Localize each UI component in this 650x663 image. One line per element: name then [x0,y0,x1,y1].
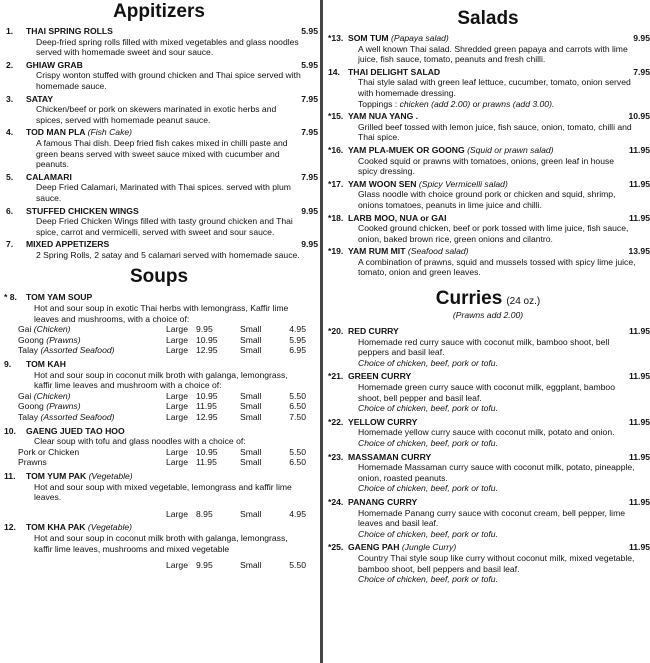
option-subtitle: (Assorted Seafood) [40,412,115,422]
item-name [26,359,318,370]
item-title: YELLOW CURRY [348,416,418,427]
item-number: *23. [328,451,344,462]
item-price: 9.95 [301,239,318,250]
toppings-label: Toppings : [358,98,400,109]
small-label: Small [240,446,262,457]
menu-item [328,326,650,368]
item-name [348,33,610,44]
small-price: 5.50 [289,560,306,571]
item-number: 3. [6,93,14,104]
item-choice: Choice of chicken, beef, pork or tofu. [358,528,498,539]
item-header [4,359,318,370]
item-price: 11.95 [628,416,650,427]
small-price: 6.50 [289,401,306,412]
menu-item [328,246,650,278]
item-price: 7.95 [301,127,318,138]
menu-item [328,33,650,65]
option-name: Prawns [18,457,47,468]
curries-list [326,326,650,585]
item-name [26,206,278,217]
menu-item [328,179,650,211]
large-price: 10.95 [196,446,218,457]
item-number: 7. [6,239,14,250]
large-price: 9.95 [196,560,213,571]
small-price: 7.50 [289,412,306,422]
appetizers-list [0,26,318,260]
item-name [348,246,610,257]
price-option-row [4,457,318,468]
item-name [348,371,610,382]
menu-item [6,60,318,92]
large-label: Large [166,401,188,412]
item-price: 11.95 [628,212,650,223]
option-label [18,509,166,520]
item-subtitle: (Jungle Curry) [401,542,457,553]
item-name [26,292,318,303]
item-number: *21. [328,371,344,382]
item-price: 11.95 [628,144,650,155]
item-title: GREEN CURRY [348,371,412,382]
item-header [328,33,650,44]
item-header [328,246,650,257]
soup-item [4,522,318,570]
item-description: Country Thai style soup like curry without coconut milk, mixed vegetable, bamboo shoot, bell peppers and basil leaf. [358,552,635,574]
menu-item [328,213,650,245]
item-number: 2. [6,59,14,70]
small-label: Small [240,324,262,335]
item-description: Deep Fried Chicken Wings filled with tasty ground chicken and Thai spice, carrot and vermicelli, served with sweet and sour sauce. [36,216,293,237]
curries-note: (Prawns add 2.00) [452,310,524,321]
soups-title: Soups [129,266,189,288]
item-price: 11.95 [628,496,650,507]
item-header [4,471,318,482]
item-price: 13.95 [628,246,650,257]
large-price: 12.95 [196,412,218,422]
menu-item [328,497,650,539]
item-number: 1. [6,26,14,36]
item-header [4,522,318,533]
item-description: Grilled beef tossed with lemon juice, fish sauce, onion, tomato, chilli and Thai spice. [358,121,632,143]
option-label [18,401,166,412]
item-header [6,26,318,37]
item-subtitle: (Vegetable) [88,470,133,481]
price-option-row [4,401,318,412]
item-title: YAM WOON SEN [348,178,417,189]
item-description: 2 Spring Rolls, 2 satay and 5 calamari served with homemade sauce. [36,249,300,260]
small-label: Small [240,390,262,401]
menu-item [6,172,318,204]
menu-item [328,67,650,109]
small-price: 5.95 [289,334,306,345]
item-header [328,542,650,553]
item-description: Clear soup with tofu and glass noodles with a choice of: [34,436,246,447]
item-number: * 8. [4,292,17,303]
item-title: PANANG CURRY [348,496,418,507]
item-header [6,239,318,250]
menu-item [6,127,318,169]
item-price: 5.95 [301,26,318,36]
option-name: Talay [18,345,39,356]
left-column [0,0,318,663]
large-label: Large [166,560,188,571]
item-number: *19. [328,246,344,257]
item-header [6,94,318,105]
item-price: 11.95 [628,542,650,553]
small-price: 6.50 [289,457,306,468]
small-price: 6.95 [289,345,306,356]
option-name: Pork or Chicken [18,446,80,457]
item-number: *18. [328,212,344,223]
item-description: Thai style salad with green leaf lettuce, cucumber, tomato, onion served with homemade dressing. [358,77,631,98]
item-title: MIXED APPETIZERS [26,239,110,250]
item-header [328,67,650,78]
option-subtitle: (Chicken) [33,390,71,401]
item-name [26,127,278,138]
soup-item [4,426,318,468]
option-name: Goong [18,334,44,345]
item-description: A famous Thai dish. Deep fried fish cakes mixed in chilli paste and green beans served with sweet sauce mixed with cucumber and peanuts. [36,137,288,170]
item-description: Deep Fried Calamari, Marinated with Thai spices. served with plum sauce. [36,182,291,203]
item-name [26,94,278,105]
curries-size: (24 oz.) [506,296,541,308]
price-option-row [4,447,318,458]
item-name [348,417,610,428]
item-number: 14. [328,66,340,77]
item-price: 11.95 [628,451,650,462]
item-number: 6. [6,205,14,216]
item-subtitle: (Squid or prawn salad) [467,144,554,155]
item-title: MASSAMAN CURRY [348,451,432,462]
item-price: 11.95 [628,371,650,382]
large-price: 12.95 [196,345,218,356]
item-title: YAM RUM MIT [348,246,406,257]
small-label: Small [240,401,262,412]
price-option-row [4,324,318,335]
item-number: *24. [328,496,344,507]
item-title: LARB MOO, NUA or GAI [348,212,447,223]
toppings-text: chicken (add 2.00) or prawns (add 3.00). [399,98,555,109]
item-title: RED CURRY [348,326,399,337]
item-description: Hot and sour soup with mixed vegetable, lemongrass and kaffir lime leaves. [34,481,292,503]
item-price: 10.95 [628,111,650,122]
option-name: Goong [18,401,44,412]
item-title: STUFFED CHICKEN WINGS [26,205,139,216]
item-description: Cooked squid or prawns with tomatoes, onions, green leaf in house spicy dressing. [358,155,615,177]
item-number: 5. [6,171,14,182]
option-label [18,324,166,335]
large-label: Large [166,457,188,468]
item-name [26,60,278,71]
option-label [18,412,166,423]
item-price: 5.95 [301,59,318,70]
item-description: Homemade Massaman curry sauce with coconut milk, potato, pineapple, onion, roasted peanuts. [358,462,635,483]
item-number: *16. [328,144,344,155]
item-name [26,26,278,37]
item-name [348,326,610,337]
item-header [6,172,318,183]
price-option-row [4,391,318,402]
item-header [328,452,650,463]
item-number: 10. [4,425,16,436]
item-title: SATAY [26,93,54,104]
large-label: Large [166,345,188,356]
large-label: Large [166,390,188,401]
large-price: 10.95 [196,390,218,401]
item-subtitle: (Vegetable) [87,522,133,533]
item-header [4,292,318,303]
item-description: Homemade Panang curry sauce with coconut cream, bell pepper, lime leaves and basil leaf. [358,507,626,529]
item-price: 7.95 [301,171,318,182]
item-price: 9.95 [633,33,650,43]
item-header [328,326,650,337]
item-toppings [328,99,650,110]
item-subtitle: (Seafood salad) [407,246,469,257]
menu-item [328,111,650,143]
item-header [6,60,318,71]
item-price: 7.95 [633,66,650,77]
small-label: Small [240,345,262,356]
option-name: Talay [18,412,39,422]
item-name [348,67,610,78]
price-option-row [4,412,318,423]
item-name [26,471,318,482]
item-name [26,172,278,183]
option-subtitle: (Assorted Seafood) [40,345,115,356]
option-label [18,335,166,346]
option-subtitle: (Prawns) [46,401,81,412]
menu-item [328,542,650,584]
item-subtitle: (Spicy Vermicelli salad) [418,178,508,189]
option-label [18,457,166,468]
item-title: CALAMARI [26,171,72,182]
item-number: 12. [4,522,16,533]
item-description: Homemade yellow curry sauce with coconut milk, potato and onion. [358,427,615,438]
large-label: Large [166,446,188,457]
item-price: 11.95 [628,178,650,189]
soup-item [4,471,318,519]
item-title: THAI DELIGHT SALAD [348,66,441,77]
menu-item [328,145,650,177]
small-label: Small [240,334,262,345]
salads-list [326,33,650,278]
item-name [26,426,318,437]
item-description: A combination of prawns, squid and mussels tossed with spicy lime juice, tomato, onion and green leaves. [358,256,636,278]
item-number: *20. [328,326,344,337]
menu-item [6,206,318,238]
small-price: 5.50 [289,390,306,401]
soups-list [0,292,318,570]
item-header [6,127,318,138]
small-label: Small [240,412,262,422]
salads-title: Salads [457,8,519,29]
item-choice: Choice of chicken, beef, pork or tofu. [358,438,498,448]
item-name [348,145,610,156]
large-price: 8.95 [196,508,213,519]
large-price: 11.95 [196,457,217,468]
curries-heading [326,288,650,310]
large-label: Large [166,334,188,345]
item-name [348,542,610,553]
item-header [6,206,318,217]
item-title: THAI SPRING ROLLS [26,26,113,36]
price-option-row [4,509,318,520]
item-title: TOM KAH [26,359,66,370]
item-title: YAM NUA YANG . [348,111,419,122]
item-description: A well known Thai salad. Shredded green papaya and carrots with lime juice, fish sauce, tomato, peanuts and fresh chilli. [358,43,628,65]
item-header [328,213,650,224]
curries-title: Curries [435,288,503,310]
menu-item [6,239,318,260]
item-name [348,452,610,463]
option-subtitle: (Prawns) [46,334,81,345]
item-number: *17. [328,178,344,189]
price-option-row [4,335,318,346]
item-name [348,179,610,190]
item-subtitle: (Papaya salad) [390,33,449,43]
item-number: *25. [328,542,344,553]
item-title: GHIAW GRAB [26,59,83,70]
option-label [18,447,166,458]
price-option-row [4,345,318,356]
item-price: 11.95 [628,326,650,337]
item-name [26,239,278,250]
item-title: TOM KHA PAK [26,522,86,533]
menu-item [6,26,318,58]
large-label: Large [166,412,188,422]
small-label: Small [240,508,262,519]
column-divider [320,0,323,663]
item-name [348,111,610,122]
option-label [18,560,166,571]
item-header [328,111,650,122]
item-description: Hot and sour soup in exotic Thai herbs with lemongrass, Kaffir lime leaves and mushrooms, with a choice of: [34,303,289,324]
option-subtitle: (Chicken) [33,324,71,335]
item-header [328,145,650,156]
item-subtitle: (Fish Cake) [87,127,133,138]
menu-item [6,94,318,126]
item-number: *15. [328,111,344,122]
large-label: Large [166,508,188,519]
item-header [328,179,650,190]
item-title: TOM YAM SOUP [26,292,93,303]
item-choice: Choice of chicken, beef, pork or tofu. [358,483,498,494]
item-header [4,426,318,437]
item-header [328,417,650,428]
item-number: *22. [328,416,344,427]
menu-item [328,452,650,494]
item-price: 7.95 [301,93,318,104]
appetizers-title: Appitizers [113,1,205,22]
price-option-row [4,560,318,571]
large-price: 9.95 [196,324,213,335]
item-description: Hot and sour soup in coconut milk broth with galanga, lemongrass, kaffir lime leaves and mushroom with a choice of: [34,369,288,391]
item-description: Chicken/beef or pork on skewers marinated in exotic herbs and spices, served with homemade peanut sauce. [36,104,277,125]
item-description: Cooked ground chicken, beef or pork tossed with lime juice, fish sauce, onion, baked brown rice, green onions and cilantro. [358,223,629,244]
item-name [348,497,610,508]
item-number: 9. [4,359,12,370]
item-header [328,371,650,382]
small-price: 4.95 [289,324,306,335]
item-title: GAENG JUED TAO HOO [26,425,125,436]
item-title: YAM PLA-MUEK OR GOONG [348,144,465,155]
item-choice: Choice of chicken, beef, pork or tofu. [358,403,498,414]
item-choice: Choice of chicken, beef, pork or tofu. [358,357,498,368]
item-title: GAENG PAH [348,542,400,553]
item-description: Deep-fried spring rolls filled with mixed vegetables and glass noodles served with homemade sweet and sour sauce. [36,36,299,58]
item-description: Homemade red curry sauce with coconut milk, bamboo shoot, bell peppers and basil leaf. [358,336,610,358]
small-price: 5.50 [289,446,306,457]
item-description: Hot and sour soup in coconut milk broth with galanga, lemongrass, kaffir lime leaves, mushrooms and mixed vegetable [34,532,288,554]
soup-item [4,359,318,423]
item-number: *13. [328,33,344,43]
small-price: 4.95 [289,508,306,519]
item-header [328,497,650,508]
item-name [26,522,318,533]
right-column [326,0,650,663]
large-price: 10.95 [196,334,218,345]
item-description: Homemade green curry sauce with coconut milk, eggplant, bamboo shoot, bell pepper and basil leaf. [358,382,615,403]
soup-item [4,292,318,356]
item-description: Crispy wonton stuffed with ground chicken and Thai spice served with homemade sauce. [36,70,301,91]
item-price: 9.95 [301,205,318,216]
option-name: Gai [18,324,32,335]
item-name [348,213,610,224]
large-label: Large [166,324,188,335]
small-label: Small [240,560,262,571]
option-label [18,391,166,402]
item-title: TOD MAN PLA [26,127,86,138]
item-title: SOM TUM [348,33,389,43]
option-label [18,345,166,356]
large-price: 11.95 [196,401,217,412]
item-number: 4. [6,127,14,138]
item-choice: Choice of chicken, beef, pork or tofu. [358,574,498,585]
item-description: Glass noodle with choice ground pork or chicken and squid, shrimp, onions tomatoes, peanuts in lime juice and chilli. [358,189,616,210]
item-number: 11. [4,470,16,481]
menu-item [328,417,650,449]
option-name: Gai [18,390,32,401]
menu-item [328,371,650,413]
small-label: Small [240,457,262,468]
item-title: TOM YUM PAK [26,470,87,481]
